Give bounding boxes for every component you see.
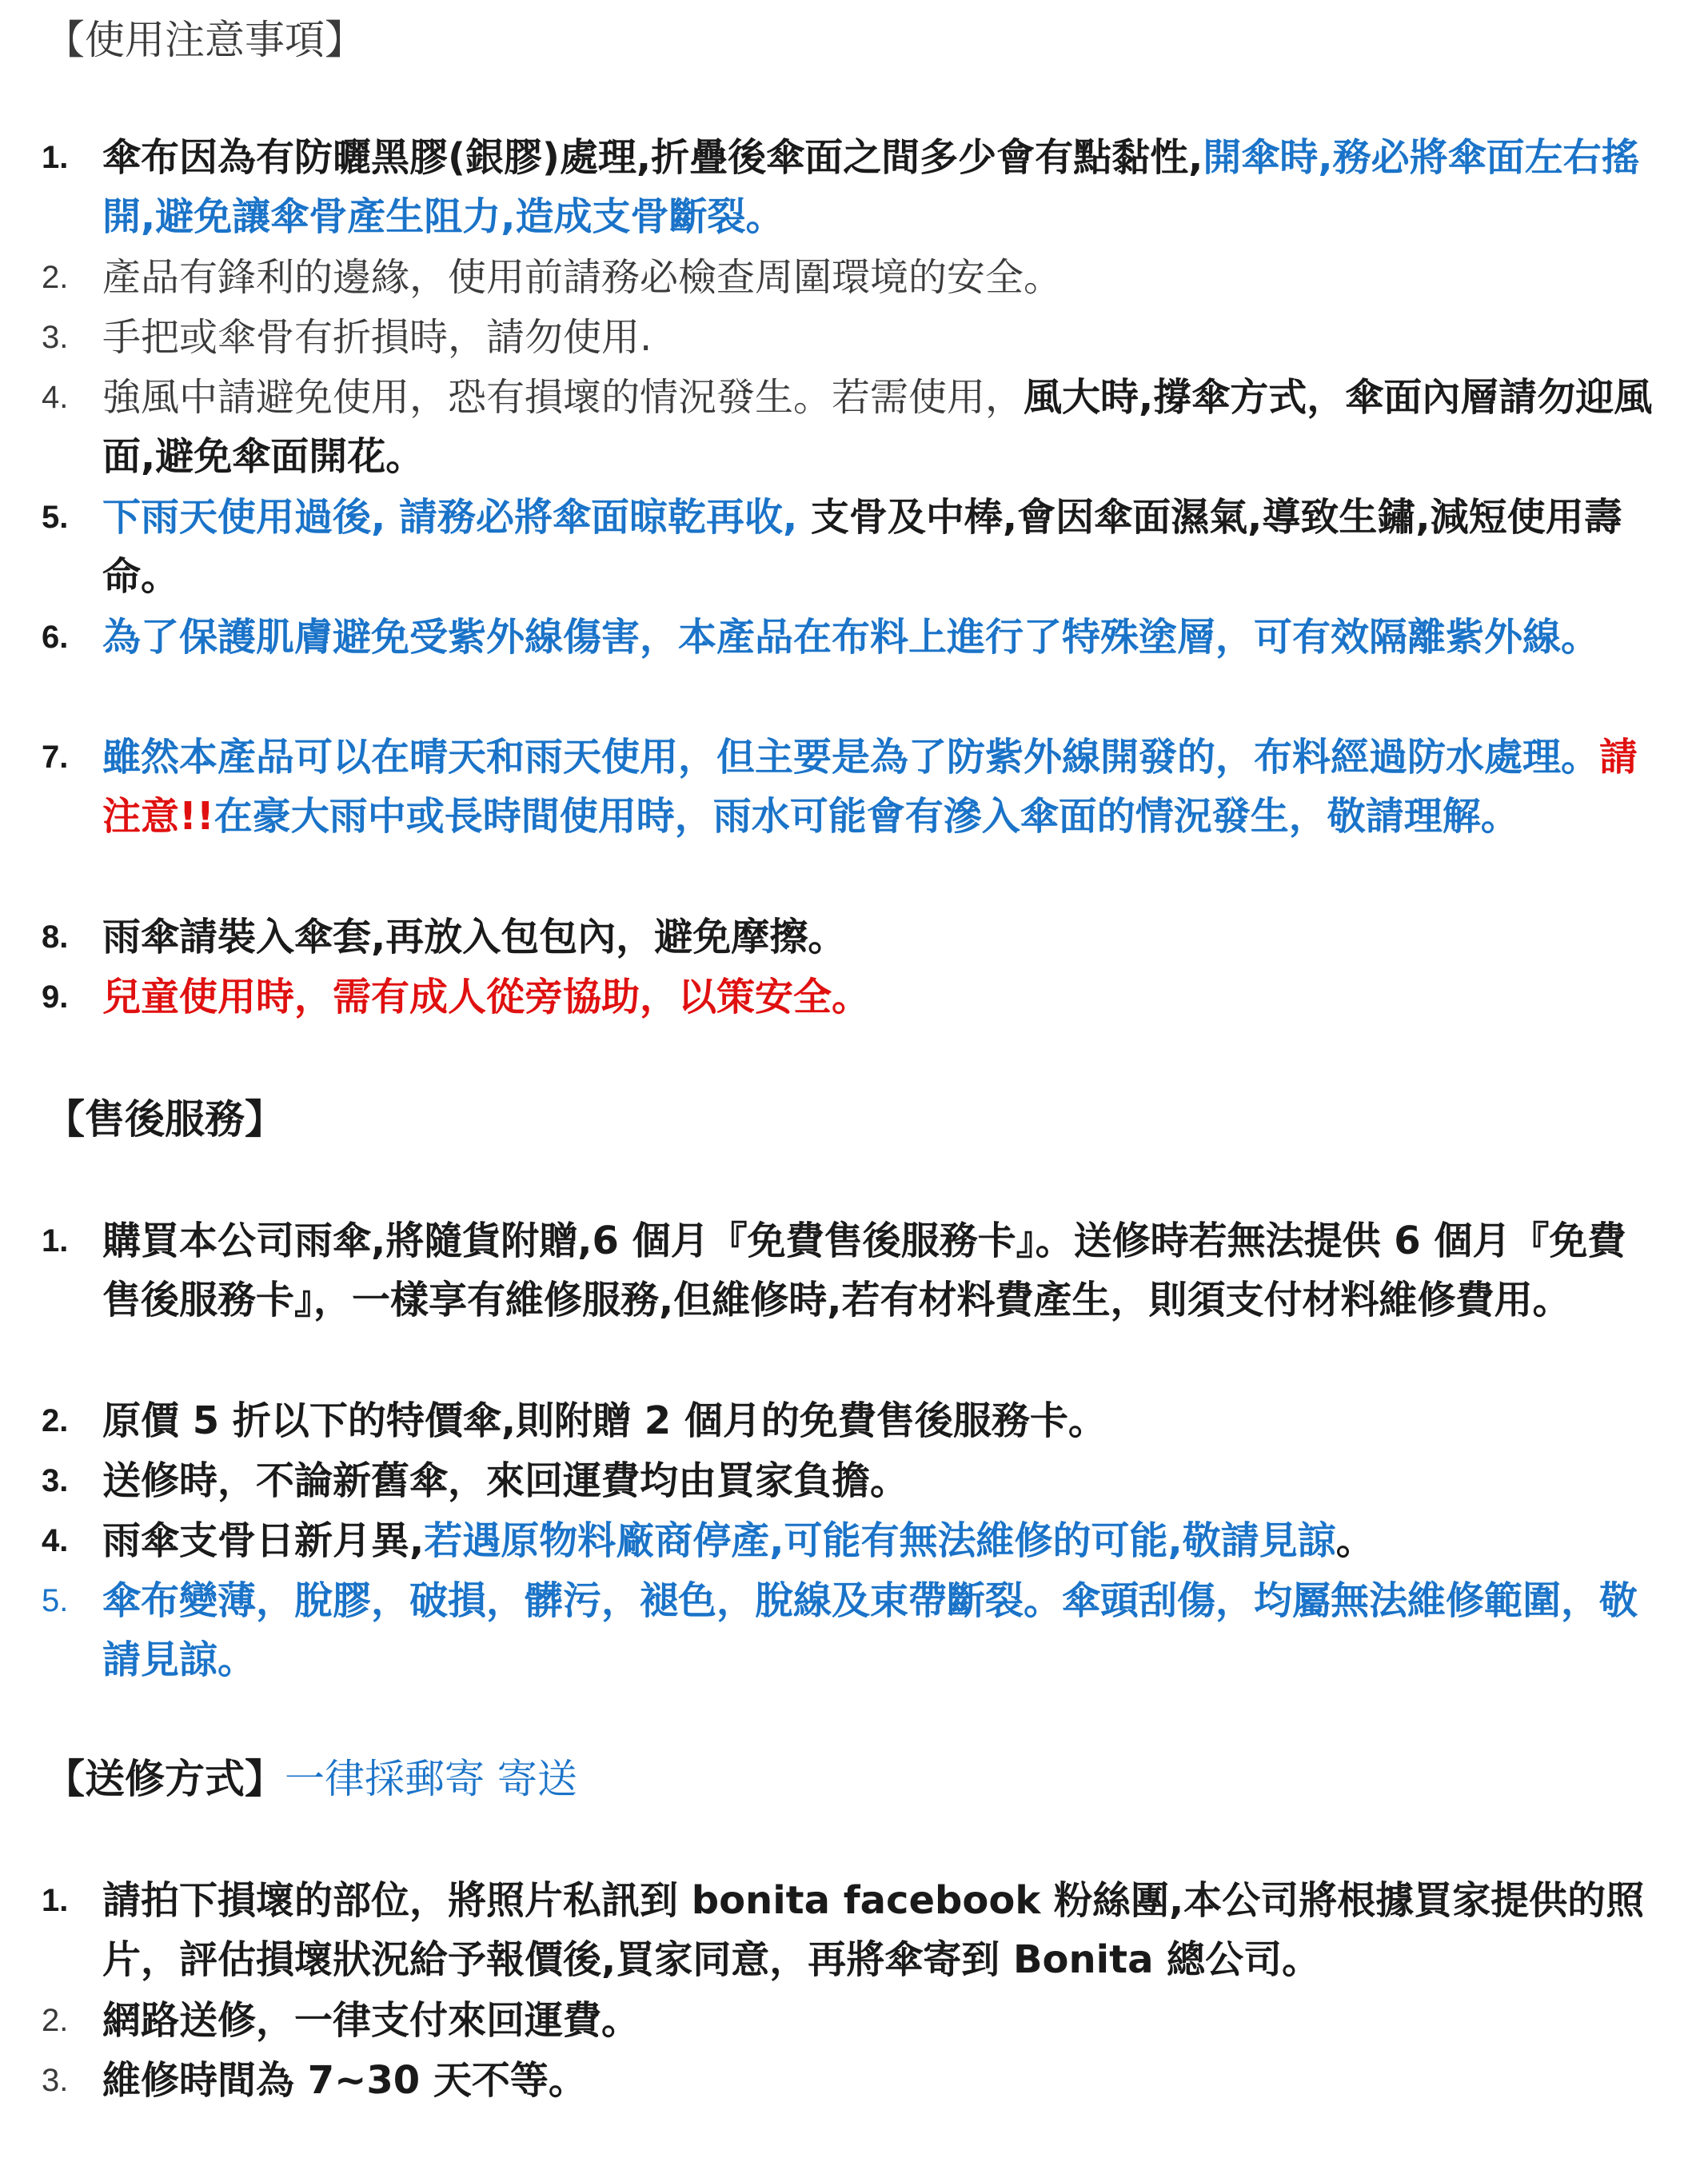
list-text [102,967,1654,1027]
text-segment: 傘布因為有防曬黑膠(銀膠)處理,折疊後傘面之間多少會有點黏性, [102,135,1203,180]
list-text [102,128,1654,246]
text-segment: 下雨天使用過後, 請務必將傘面晾乾再收, [102,495,811,540]
text-segment: 雖然本產品可以在晴天和雨天使用，但主要是為了防紫外線開發的，布料經過防水處理。 [102,735,1600,780]
list-number: 6. [42,620,69,655]
list-number: 5. [42,500,69,535]
list-number: 2. [42,260,69,295]
text-segment: 風大時,撐傘方式，傘面內層請勿迎風面,避免傘面開花。 [102,375,1653,479]
text-segment: 請拍下損壞的部位，將照片私訊到 bonita facebook 粉絲團,本公司將根據買家提供的照片，評估損壞狀況給予報價後,買家同意，再將傘寄到 Bonita 總公司。 [102,1878,1645,1982]
list-number: 4. [42,1523,69,1558]
heading-text: 【售後服務】 [45,1096,285,1143]
section-heading-repair-method [45,1755,577,1803]
list-text [102,1391,1654,1450]
text-segment: 請注意!! [102,735,1638,839]
list-number: 3. [42,1463,69,1498]
list-number: 1. [42,1223,69,1259]
text-segment: 雨傘請裝入傘套,再放入包包內，避免摩擦。 [102,915,847,959]
text-segment: 網路送修，一律支付來回運費。 [102,1998,640,2043]
text-segment: 強風中請避免使用，恐有損壞的情況發生。若需使用， [102,375,1024,420]
text-segment: 傘布變薄，脫膠，破損，髒污，褪色，脫線及束帶斷裂。傘頭刮傷，均屬無法維修範圍，敬請見諒。 [102,1578,1638,1682]
section-heading-after-sales [45,1095,285,1143]
text-segment: 購買本公司雨傘,將隨貨附贈,6 個月『免費售後服務卡』。送修時若無法提供 6 個月『免費售後服務卡』，一樣享有維修服務,但維修時,若有材料費產生，則須支付材料維修費用。 [102,1219,1626,1322]
list-number: 1. [42,1883,69,1918]
text-segment: 開傘時,務必將傘面左右搖開,避免讓傘骨產生阻力,造成支骨斷裂。 [102,135,1640,239]
list-text [102,1871,1654,1989]
text-segment: 支骨及中棒,會因傘面濕氣,導致生鏽,減短使用壽命。 [102,495,1622,599]
text-segment: 手把或傘骨有折損時，請勿使用. [102,315,652,360]
text-segment: 維修時間為 7~30 天不等。 [102,2058,587,2103]
text-segment: 若遇原物料廠商停產,可能有無法維修的可能,敬請見諒 [424,1518,1336,1563]
heading-text: 【送修方式】 [45,1756,285,1802]
text-segment: 為了保護肌膚避免受紫外線傷害，本產品在布料上進行了特殊塗層，可有效隔離紫外線。 [102,615,1600,660]
list-number: 1. [42,140,69,175]
heading-text: 一律採郵寄 寄送 [285,1756,577,1802]
heading-text: 【使用注意事項】 [45,17,365,63]
text-segment: 原價 5 折以下的特價傘,則附贈 2 個月的免費售後服務卡。 [102,1398,1107,1443]
list-text [102,368,1654,486]
list-number: 9. [42,979,69,1015]
text-segment: 在豪大雨中或長時間使用時，雨水可能會有滲入傘面的情況發生，敬請理解。 [214,794,1519,839]
list-text [102,728,1654,846]
list-number: 3. [42,2063,69,2098]
list-number: 3. [42,320,69,355]
list-number: 5. [42,1583,69,1618]
list-text [102,608,1654,667]
section-heading-usage-notes [45,16,365,64]
list-text [102,907,1654,967]
list-text [102,308,1654,367]
text-segment: 雨傘支骨日新月異, [102,1518,425,1563]
list-text [102,1511,1654,1570]
list-text [102,1991,1654,2050]
text-segment: 。 [1335,1518,1375,1563]
list-number: 8. [42,919,69,955]
list-text [102,1211,1654,1330]
text-segment: 送修時，不論新舊傘，來回運費均由買家負擔。 [102,1458,909,1503]
list-number: 2. [42,1403,69,1438]
list-text [102,2051,1654,2110]
list-text [102,248,1654,307]
list-text [102,488,1654,606]
list-text [102,1451,1654,1510]
text-segment: 兒童使用時，需有成人從旁協助，以策安全。 [102,975,871,1019]
text-segment: 產品有鋒利的邊緣，使用前請務必檢查周圍環境的安全。 [102,255,1063,300]
list-number: 7. [42,740,69,775]
list-number: 2. [42,2003,69,2038]
list-number: 4. [42,380,69,415]
list-text [102,1571,1654,1689]
